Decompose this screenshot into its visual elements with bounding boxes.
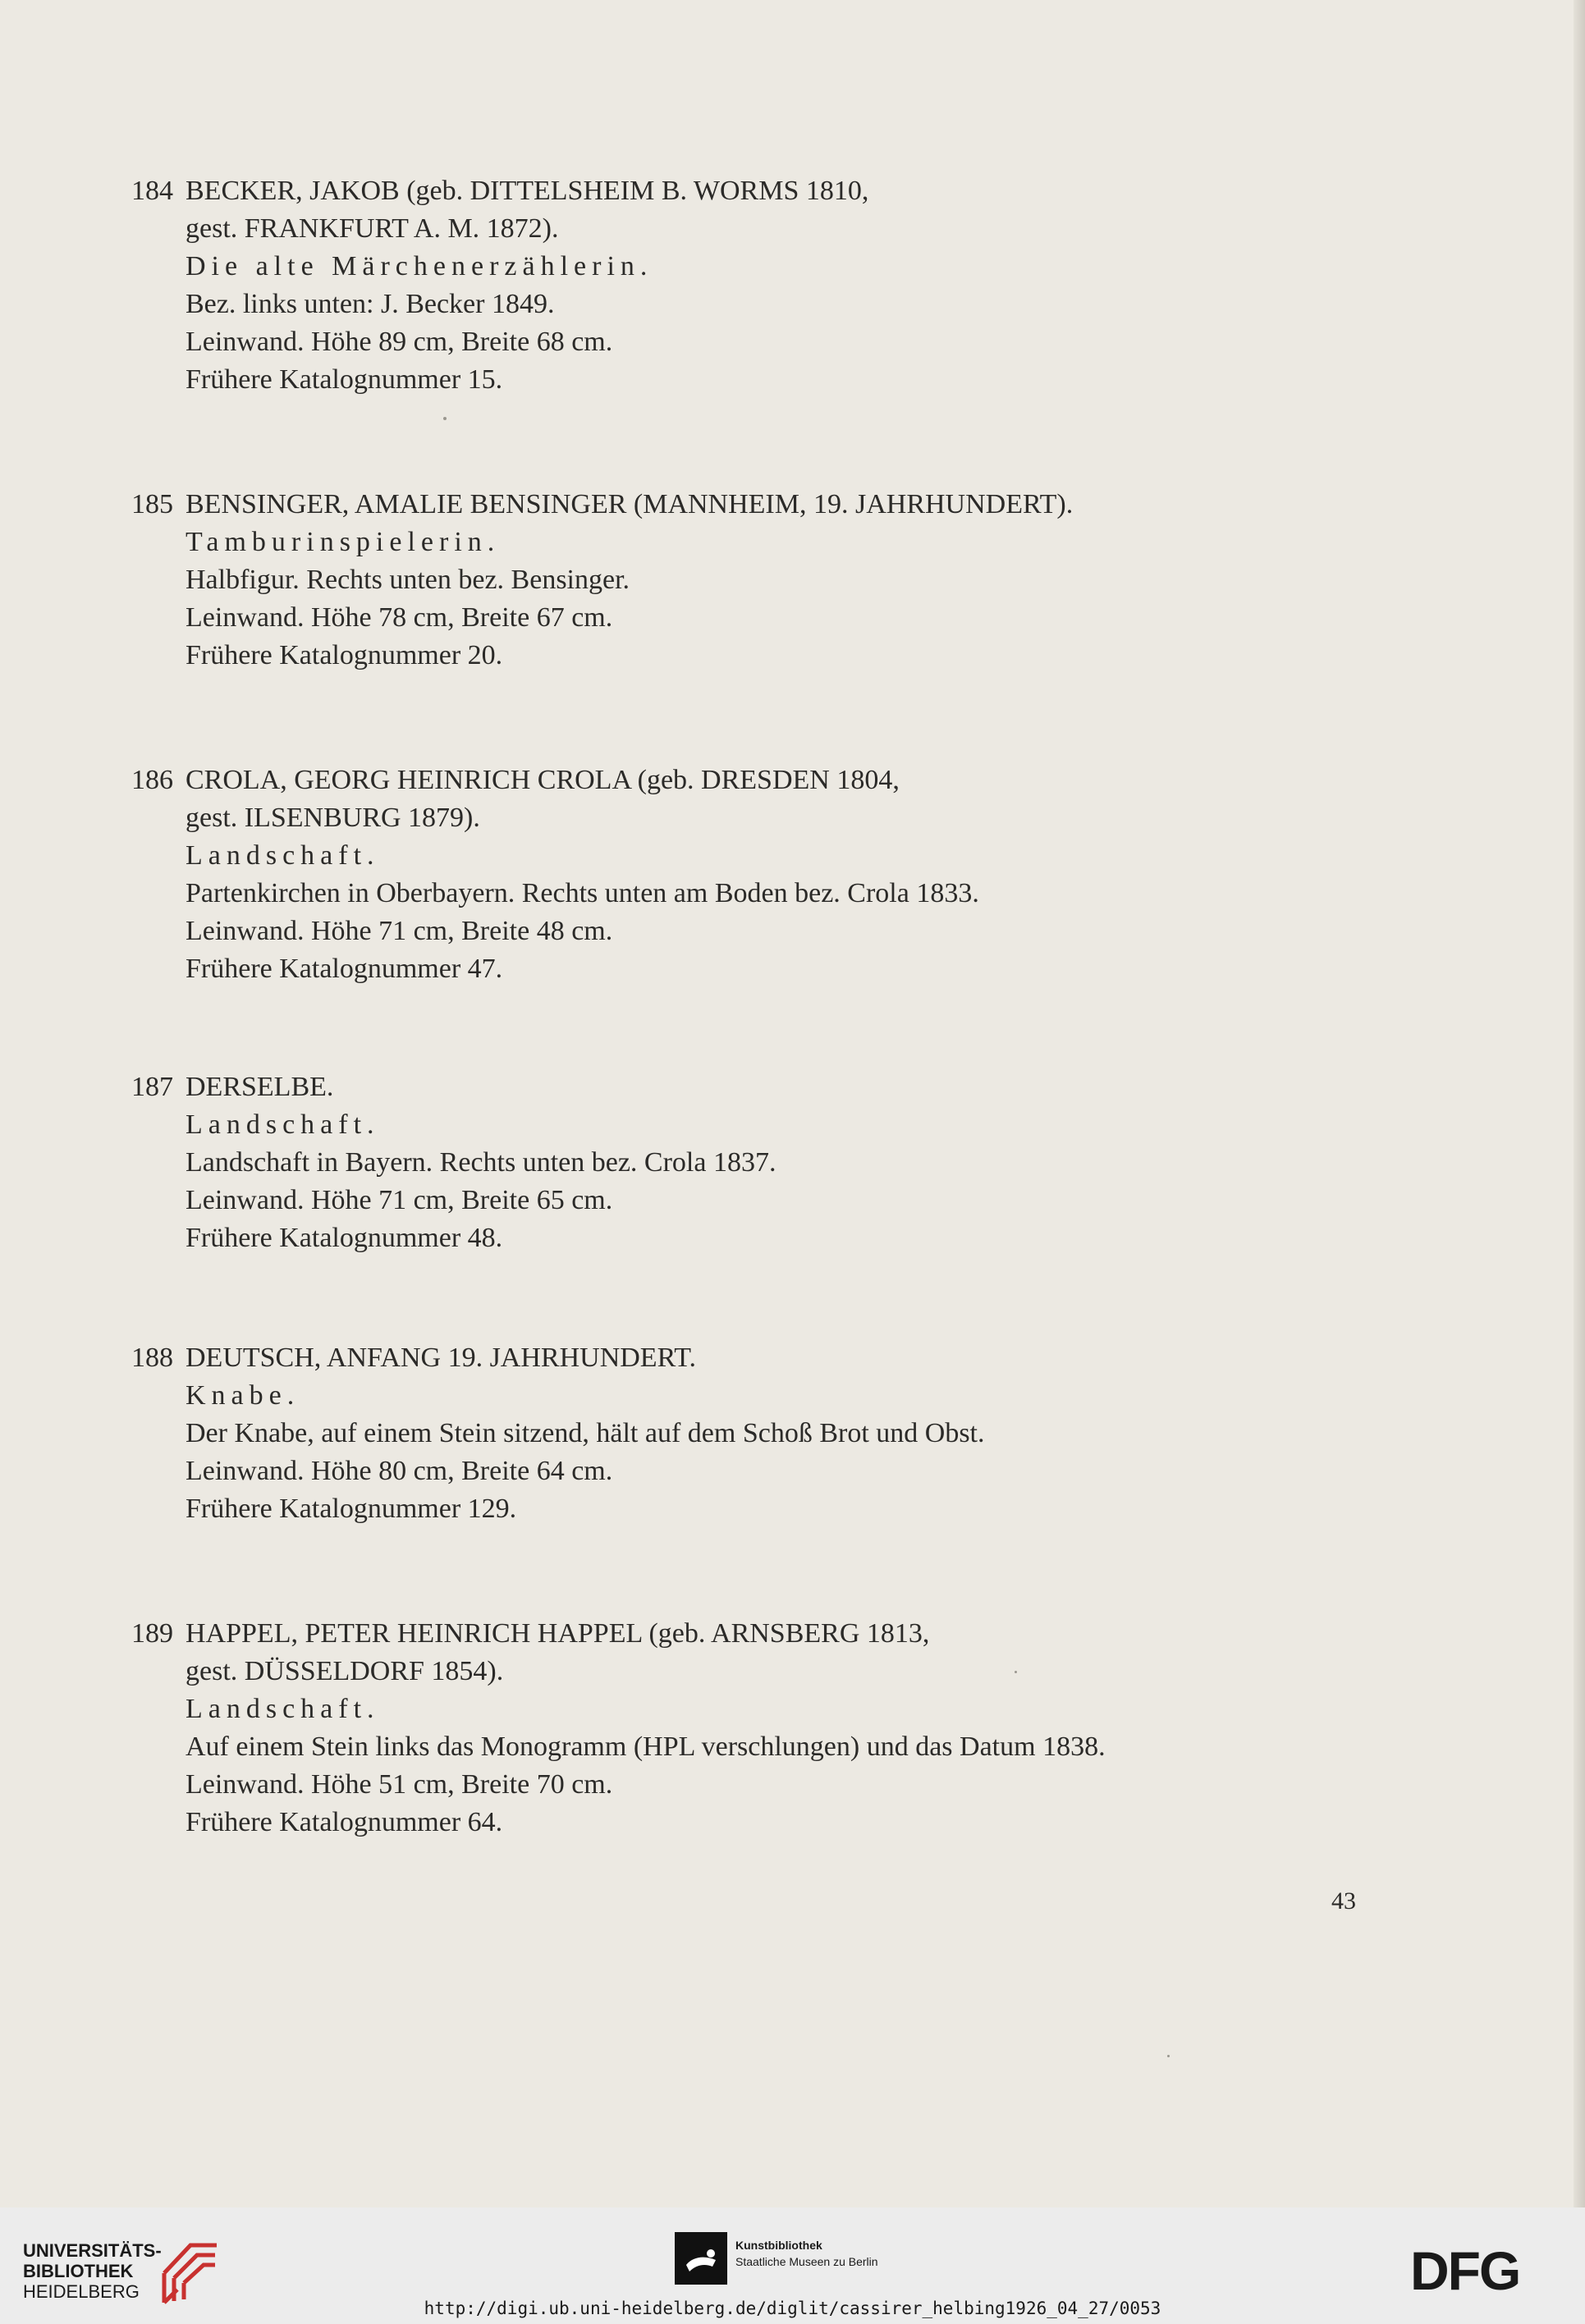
- kb-subtitle: Staatliche Museen zu Berlin: [735, 2255, 878, 2268]
- entry-detail-line: Leinwand. Höhe 78 cm, Breite 67 cm.: [186, 602, 613, 633]
- entry-detail-line: Leinwand. Höhe 80 cm, Breite 64 cm.: [186, 1456, 613, 1486]
- permalink-url: [0, 2296, 1585, 2321]
- entry-detail-line: Frühere Katalognummer 47.: [186, 954, 503, 984]
- entry-title: Landschaft.: [186, 1694, 380, 1724]
- catalog-entry: [131, 1615, 1363, 1841]
- catalog-entry: [131, 1339, 1363, 1528]
- ub-logo-line: BIBLIOTHEK: [23, 2261, 134, 2281]
- catalog-entry: [131, 762, 1363, 988]
- entry-heading: [131, 1068, 1363, 1106]
- entry-artist: BENSINGER, AMALIE BENSINGER (MANNHEIM, 19. JAHRHUNDERT).: [186, 489, 1074, 519]
- entry-detail-line: Landschaft in Bayern. Rechts unten bez. Crola 1837.: [186, 1147, 776, 1178]
- entry-number: 187: [131, 1072, 173, 1102]
- entry-title: Knabe.: [186, 1380, 300, 1411]
- ub-logo-line: HEIDELBERG: [23, 2281, 140, 2302]
- entry-detail-line: Frühere Katalognummer 20.: [186, 640, 503, 670]
- page-edge-shadow: [1574, 0, 1585, 2207]
- entry-detail-line: Partenkirchen in Oberbayern. Rechts unten am Boden bez. Crola 1833.: [186, 878, 979, 908]
- entry-number: 185: [131, 489, 173, 519]
- entry-title: Landschaft.: [186, 840, 380, 871]
- entry-number: 184: [131, 176, 173, 206]
- entry-artist: DERSELBE.: [186, 1072, 334, 1102]
- paper-speck: [1167, 2055, 1170, 2057]
- entry-heading: [131, 172, 1363, 210]
- entry-heading: [131, 1339, 1363, 1377]
- entry-detail-line: Auf einem Stein links das Monogramm (HPL verschlungen) und das Datum 1838.: [186, 1732, 1106, 1762]
- dfg-logo[interactable]: DFG: [1410, 2240, 1520, 2301]
- paper-speck: [1015, 1671, 1017, 1673]
- catalog-entry: [131, 172, 1363, 399]
- entry-detail-line: Frühere Katalognummer 48.: [186, 1223, 503, 1253]
- entry-detail-line: Der Knabe, auf einem Stein sitzend, hält auf dem Schoß Brot und Obst.: [186, 1418, 985, 1448]
- entry-number: 188: [131, 1343, 173, 1373]
- paper-speck: [443, 417, 447, 420]
- entry-number: 189: [131, 1618, 173, 1649]
- entry-detail-line: gest. FRANKFURT A. M. 1872).: [186, 213, 559, 244]
- entry-heading: [131, 762, 1363, 799]
- entry-artist: DEUTSCH, ANFANG 19. JAHRHUNDERT.: [186, 1343, 696, 1373]
- entry-detail-line: gest. ILSENBURG 1879).: [186, 803, 480, 833]
- kunstbibliothek-logo-icon[interactable]: [675, 2232, 727, 2285]
- entry-title: Die alte Märchenerzählerin.: [186, 251, 653, 281]
- entry-title: Landschaft.: [186, 1109, 380, 1140]
- kb-title: Kunstbibliothek: [735, 2239, 822, 2252]
- entry-detail-line: Leinwand. Höhe 51 cm, Breite 70 cm.: [186, 1769, 613, 1800]
- permalink-link[interactable]: http://digi.ub.uni-heidelberg.de/diglit/cassirer_helbing1926_04_27/0053: [424, 2299, 1161, 2318]
- entry-artist: HAPPEL, PETER HEINRICH HAPPEL (geb. ARNSBERG 1813,: [186, 1618, 930, 1649]
- entry-number: 186: [131, 765, 173, 795]
- entry-detail-line: Halbfigur. Rechts unten bez. Bensinger.: [186, 565, 630, 595]
- ub-heidelberg-logo[interactable]: [23, 2240, 162, 2302]
- ub-logo-line: UNIVERSITÄTS-: [23, 2240, 162, 2261]
- entry-title: Tamburinspielerin.: [186, 527, 501, 557]
- entry-detail-line: Frühere Katalognummer 64.: [186, 1807, 503, 1837]
- entry-detail-line: gest. DÜSSELDORF 1854).: [186, 1656, 504, 1686]
- entry-detail-line: Bez. links unten: J. Becker 1849.: [186, 289, 555, 319]
- catalog-entry: [131, 486, 1363, 675]
- entry-heading: [131, 1615, 1363, 1653]
- entry-detail-line: Leinwand. Höhe 71 cm, Breite 65 cm.: [186, 1185, 613, 1215]
- entry-artist: CROLA, GEORG HEINRICH CROLA (geb. DRESDEN 1804,: [186, 765, 900, 795]
- entry-heading: [131, 486, 1363, 524]
- entry-detail-line: Leinwand. Höhe 89 cm, Breite 68 cm.: [186, 327, 613, 357]
- page-number: 43: [1331, 1887, 1356, 1915]
- entry-detail-line: Frühere Katalognummer 15.: [186, 364, 503, 395]
- kunstbibliothek-text: [735, 2237, 878, 2270]
- entry-detail-line: Leinwand. Höhe 71 cm, Breite 48 cm.: [186, 916, 613, 946]
- viewer-footer: [0, 2207, 1585, 2324]
- entry-artist: BECKER, JAKOB (geb. DITTELSHEIM B. WORMS 1810,: [186, 176, 869, 206]
- entry-detail-line: Frühere Katalognummer 129.: [186, 1494, 517, 1524]
- catalog-entry: [131, 1068, 1363, 1257]
